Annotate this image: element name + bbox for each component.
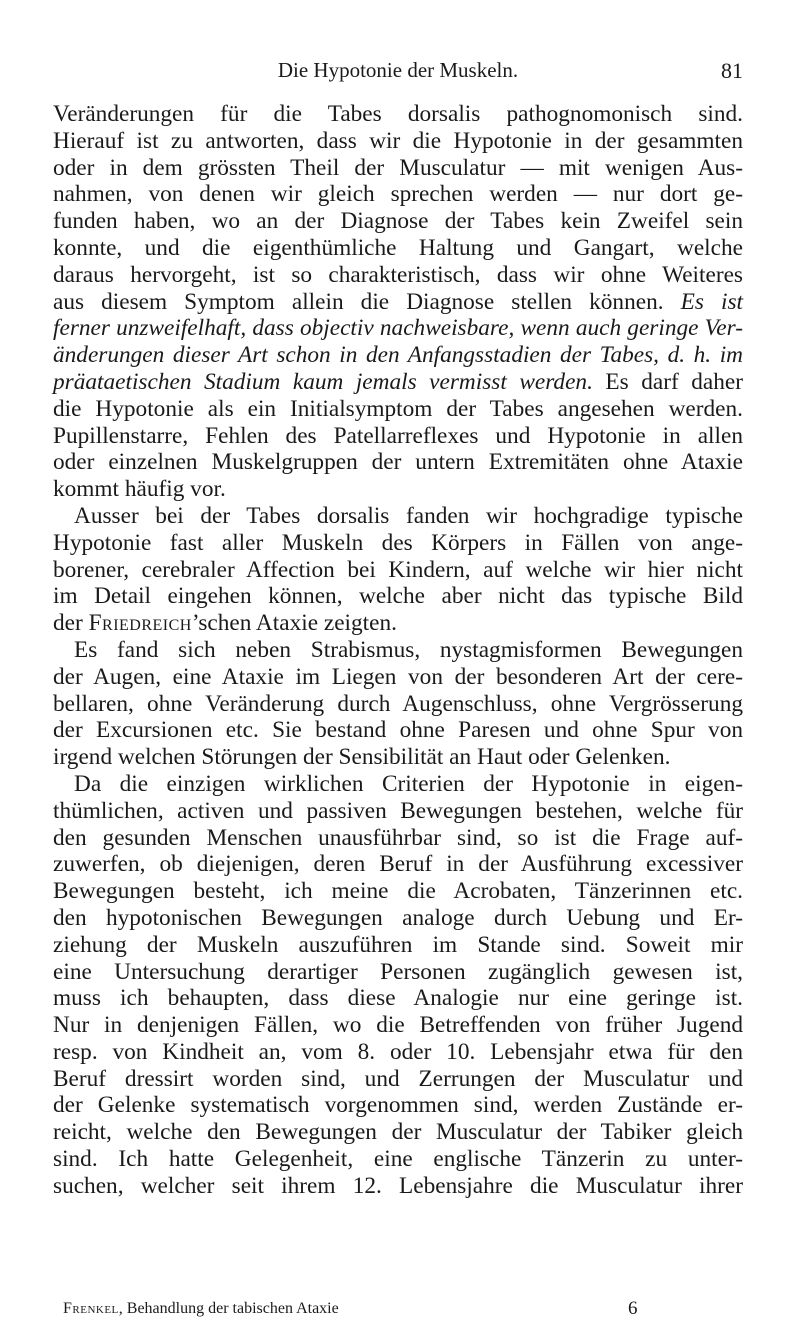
signature-line <box>53 1300 743 1322</box>
text-line: thümlichen, activen und passiven Bewegungen bestehen, welche für <box>53 797 743 824</box>
text-segment: aus diesem Symptom allein die Diagnose stellen können. <box>53 288 664 315</box>
text-line: Hypotonie fast aller Muskeln des Körpers in Fällen von ange- <box>53 529 743 556</box>
text-line: irgend welchen Störungen der Sensibilität an Haut oder Gelenken. <box>53 744 671 771</box>
signature-author: Frenkel <box>63 1300 119 1317</box>
text-line: konnte, und die eigenthümliche Haltung und Gangart, welche <box>53 234 743 261</box>
text-line: muss ich behaupten, dass diese Analogie nur eine geringe ist. <box>53 985 743 1012</box>
text-line: der Augen, eine Ataxie im Liegen von der besonderen Art der cere- <box>53 663 743 690</box>
body-text <box>53 101 743 1200</box>
text-line: bellaren, ohne Veränderung durch Augenschluss, ohne Vergrösserung <box>53 690 743 717</box>
italic-segment: präataetischen Stadium kaum jemals vermisst werden. <box>53 368 593 395</box>
text-line: Da die einzigen wirklichen Criterien der Hypotonie in eigen- <box>74 770 743 797</box>
text-line: Pupillenstarre, Fehlen des Patellarreflexes und Hypotonie in allen <box>53 422 743 449</box>
author-name: Friedreich <box>88 610 192 637</box>
text-line: kommt häufig vor. <box>53 476 226 503</box>
page-header <box>53 58 743 88</box>
text-line: resp. von Kindheit an, vom 8. oder 10. Lebensjahr etwa für den <box>53 1038 743 1065</box>
text-line: im Detail eingehen können, welche aber nicht das typische Bild <box>53 583 743 610</box>
text-segment: der <box>53 610 89 637</box>
text-line: oder in dem grössten Theil der Musculatur — mit wenigen Aus- <box>53 154 743 181</box>
text-line: Bewegungen besteht, ich meine die Acrobaten, Tänzerinnen etc. <box>53 878 743 905</box>
text-line: Veränderungen für die Tabes dorsalis pathognomonisch sind. <box>53 101 743 127</box>
text-segment: ’schen Ataxie zeigten. <box>191 610 397 637</box>
text-line: reicht, welche den Bewegungen der Musculatur der Tabiker gleich <box>53 1119 743 1146</box>
running-title: Die Hypotonie der Muskeln. <box>277 58 519 82</box>
text-line: daraus hervorgeht, ist so charakteristisch, dass wir ohne Weiteres <box>53 261 743 288</box>
signature-text <box>63 1300 339 1318</box>
text-line: den hypotonischen Bewegungen analoge durch Uebung und Er- <box>53 904 743 931</box>
text-line <box>53 289 743 316</box>
text-line: ziehung der Muskeln auszuführen im Stande sind. Soweit mir <box>53 931 743 958</box>
text-line: der Gelenke systematisch vorgenommen sind, werden Zustände er- <box>53 1092 743 1119</box>
text-line <box>53 610 743 637</box>
text-line: die Hypotonie als ein Initialsymptom der Tabes angesehen werden. <box>53 395 743 422</box>
italic-line: ferner unzweifelhaft, dass objectiv nachweisbare, wenn auch geringe Ver- <box>53 315 743 342</box>
text-line: zuwerfen, ob diejenigen, deren Beruf in der Ausführung excessiver <box>53 851 743 878</box>
text-line <box>53 369 743 396</box>
signature-title: , Behandlung der tabischen Ataxie <box>118 1300 339 1317</box>
text-segment: Es darf daher <box>605 368 743 395</box>
text-line: eine Untersuchung derartiger Personen zugänglich gewesen ist, <box>53 958 743 985</box>
signature-mark: 6 <box>628 1298 638 1319</box>
text-line: Hierauf ist zu antworten, dass wir die Hypotonie in der gesammten <box>53 127 743 154</box>
page-number: 81 <box>721 58 743 83</box>
text-line: suchen, welcher seit ihrem 12. Lebensjahre die Musculatur ihrer <box>53 1172 743 1199</box>
italic-line: änderungen dieser Art schon in den Anfangsstadien der Tabes, d. h. im <box>53 342 743 369</box>
text-line: den gesunden Menschen unausführbar sind, so ist die Frage auf- <box>53 824 743 851</box>
text-line: sind. Ich hatte Gelegenheit, eine englische Tänzerin zu unter- <box>53 1146 743 1173</box>
text-line: Beruf dressirt worden sind, und Zerrungen der Musculatur und <box>53 1065 743 1092</box>
text-line: oder einzelnen Muskelgruppen der untern Extremitäten ohne Ataxie <box>53 449 743 476</box>
text-line: nahmen, von denen wir gleich sprechen werden — nur dort ge- <box>53 181 743 208</box>
text-line: funden haben, wo an der Diagnose der Tabes kein Zweifel sein <box>53 208 743 235</box>
text-line: Es fand sich neben Strabismus, nystagmisformen Bewegungen <box>74 636 743 663</box>
italic-segment: Es ist <box>680 288 743 315</box>
text-line: Nur in denjenigen Fällen, wo die Betreffenden von früher Jugend <box>53 1012 743 1039</box>
text-line: der Excursionen etc. Sie bestand ohne Paresen und ohne Spur von <box>53 717 743 744</box>
text-line: Ausser bei der Tabes dorsalis fanden wir hochgradige typische <box>74 502 743 529</box>
text-line: borener, cerebraler Affection bei Kindern, auf welche wir hier nicht <box>53 556 743 583</box>
